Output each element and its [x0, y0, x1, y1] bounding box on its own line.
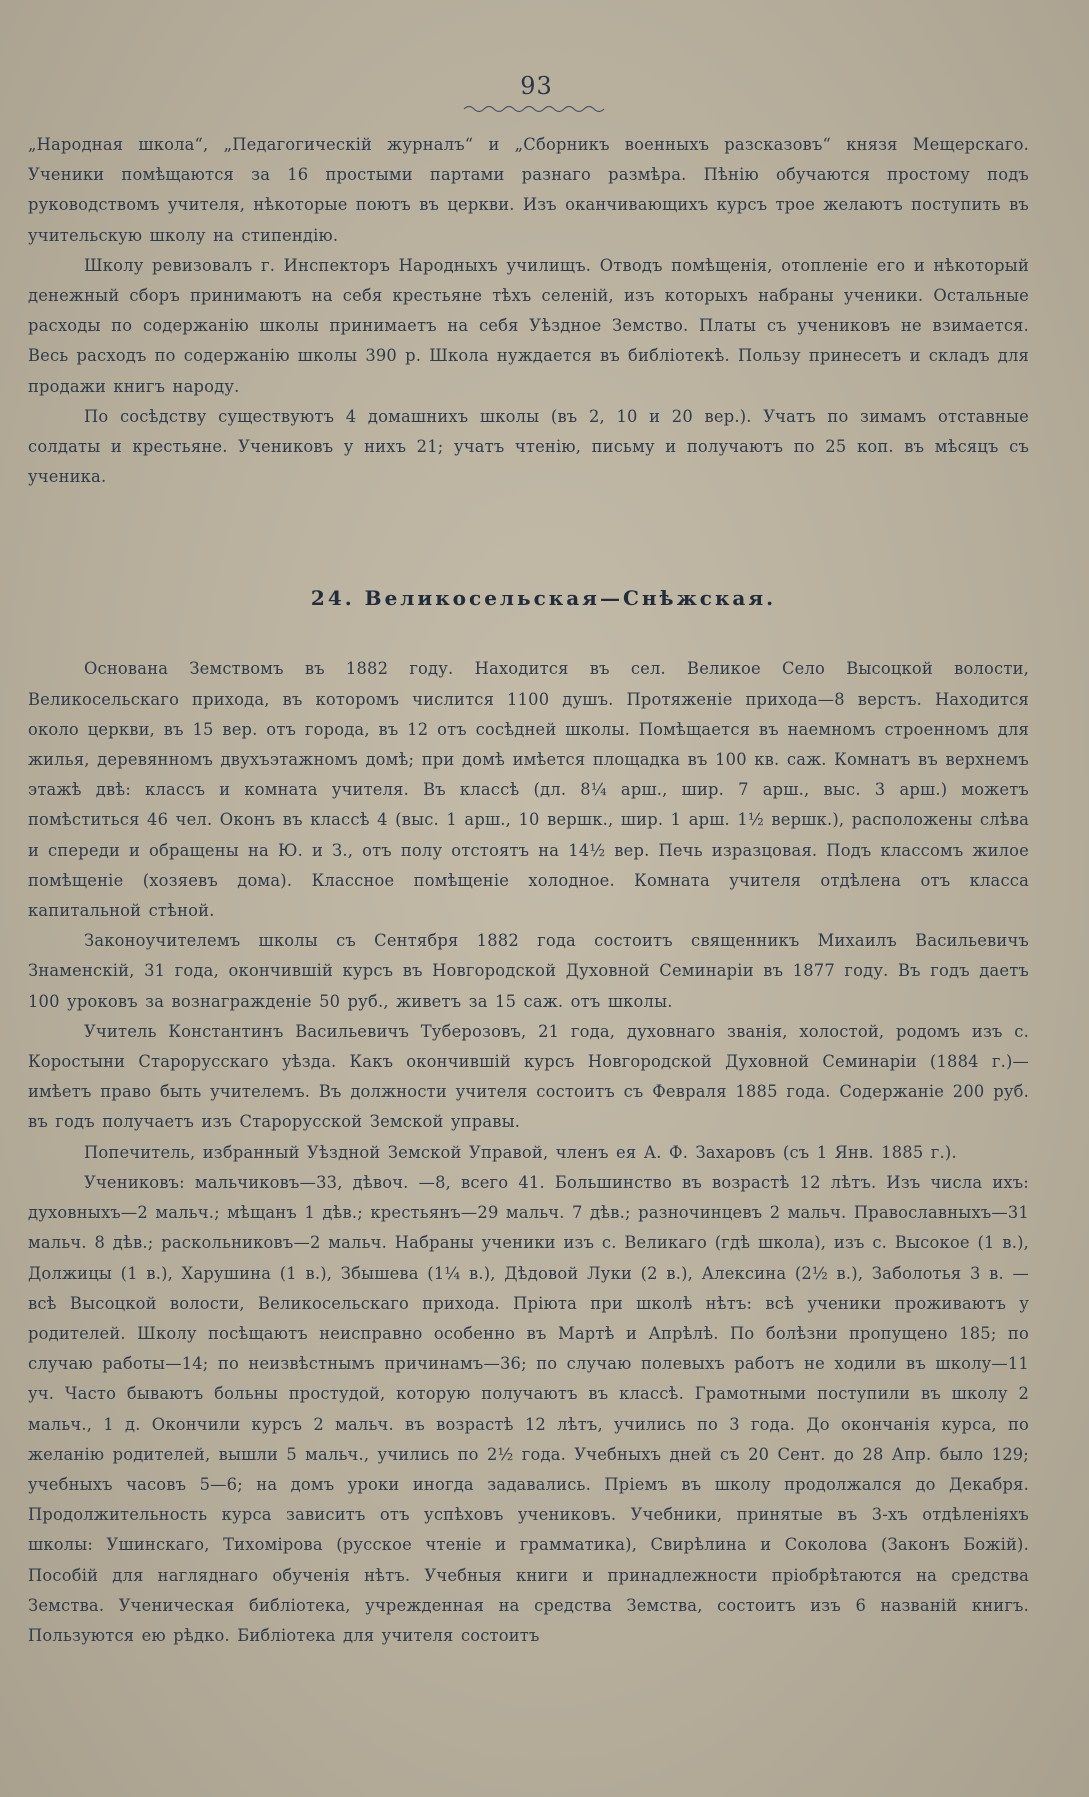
wavy-ornament [44, 100, 1029, 114]
paragraph-continuation: „Народная школа“, „Педагогическій журналъ“ и „Сборникъ военныхъ разсказовъ“ князя Мещерскаго. Ученики помѣщаются за 16 простыми партами разнаго размѣра. Пѣнію обучаются простому подъ руководствомъ учителя, нѣкоторые поютъ въ церкви. Изъ оканчивающихъ курсъ трое желаютъ поступить въ учительскую школу на стипендію. [28, 135, 1029, 245]
paragraph-law-teacher: Законоучителемъ школы съ Сентября 1882 года состоитъ священникъ Михаилъ Васильевичъ Знаменскій, 31 года, окончившій курсъ въ Новгородской Духовной Семинаріи въ 1877 году. Въ годъ даетъ 100 уроковъ за вознагражденіе 50 руб., живетъ за 15 саж. отъ школы. [28, 931, 1029, 1011]
section-heading: 24. Великосельская—Снѣжская. [310, 586, 777, 611]
paragraph-trustee: Попечитель, избранный Уѣздной Земской Управой, членъ ея А. Ф. Захаровъ (съ 1 Янв. 1885 г.). [84, 1142, 957, 1162]
paragraph-teacher: Учитель Константинъ Васильевичъ Туберозовъ, 21 года, духовнаго званія, холостой, родомъ изъ с. Коростыни Старорусскаго уѣзда. Какъ окончившій курсъ Новгородской Духовной Семинаріи (1884 г.)—имѣетъ право быть учителемъ. Въ должности учителя состоитъ съ Февраля 1885 года. Содержаніе 200 руб. въ годъ получаетъ изъ Старорусской Земской управы. [28, 1021, 1029, 1132]
paragraph-inspection: Школу ревизовалъ г. Инспекторъ Народныхъ училищъ. Отводъ помѣщенія, отопленіе его и нѣкоторый денежный сборъ принимаютъ на себя крестьяне тѣхъ селеній, изъ которыхъ набраны ученики. Остальные расходы по содержанію школы принимаетъ на себя Уѣздное Земство. Платы съ учениковъ не взимается. Весь расходъ по содержанію школы 390 р. Школа нуждается въ библіотекѣ. Пользу принесетъ и складъ для продажи книгъ народу. [28, 255, 1029, 396]
paragraph-home-schools: По сосѣдству существуютъ 4 домашнихъ школы (въ 2, 10 и 20 вер.). Учатъ по зимамъ отставные солдаты и крестьяне. Учениковъ у нихъ 21; учатъ чтенію, письму и получаютъ по 25 коп. въ мѣсяцъ съ ученика. [28, 406, 1029, 487]
paragraph-pupils: Учениковъ: мальчиковъ—33, дѣвоч. —8, всего 41. Большинство въ возрастѣ 12 лѣтъ. Изъ числа ихъ: духовныхъ—2 мальч.; мѣщанъ 1 дѣв.; крестьянъ—29 мальч. 7 дѣв.; разночинцевъ 2 мальч. Православныхъ—31 мальч. 8 дѣв.; раскольниковъ—2 мальч. Набраны ученики изъ с. Великаго (гдѣ школа), изъ с. Высокое (1 в.), Должицы (1 в.), Харушина (1 в.), Збышева (1¼ в.), Дѣдовой Луки (2 в.), Алексина (2½ в.), Заболотья 3 в. —всѣ Высоцкой волости, Великосельскаго прихода. Пріюта при школѣ нѣтъ: всѣ ученики проживаютъ у родителей. Школу посѣщаютъ неисправно особенно въ Мартѣ и Апрѣлѣ. По болѣзни пропущено 185; по случаю работы—14; по неизвѣстнымъ причинамъ—36; по случаю полевыхъ работъ не ходили въ школу—11 уч. Часто бываютъ больны простудой, которую получаютъ въ классѣ. Грамотными поступили въ школу 2 мальч., 1 д. Окончили курсъ 2 мальч. въ возрастѣ 12 лѣтъ, учились по 3 года. До окончанія курса, по желанію родителей, вышли 5 мальч., учились по 2½ года. Учебныхъ дней съ 20 Сент. до 28 Апр. было 129; учебныхъ часовъ 5—6; на домъ уроки иногда задавались. Пріемъ въ школу продолжался до Декабря. Продолжительность курса зависитъ отъ успѣховъ учениковъ. Учебники, принятые въ 3-хъ отдѣленіяхъ школы: Ушинскаго, Тихоміpова (русское чтеніе и грамматика), Свирѣлина и Соколова (Законъ Божій). Пособій для нагляднаго обученія нѣтъ. Учебныя книги и принадлежности пріобрѣтаются на средства Земства. Ученическая библіотека, учрежденная на средства Земства, состоитъ изъ 6 названій книгъ. Пользуются ею рѣдко. Библіотека для учителя состоитъ [28, 1172, 1029, 1645]
paragraph-founding: Основана Земствомъ въ 1882 году. Находится въ сел. Великое Село Высоцкой волости, Великосельскаго прихода, въ которомъ числится 1100 душъ. Протяженіе прихода—8 верстъ. Находится около церкви, въ 15 вер. отъ города, въ 12 отъ сосѣдней школы. Помѣщается въ наемномъ строенномъ для жилья, деревянномъ двухъэтажномъ домѣ; при домѣ имѣется площадка въ 100 кв. саж. Комнатъ въ верхнемъ этажѣ двѣ: классъ и комната учителя. Въ классѣ (дл. 8¼ арш., шир. 7 арш., выс. 3 арш.) можетъ помѣститься 46 чел. Оконъ въ классѣ 4 (выс. 1 арш., 10 вершк., шир. 1 арш. 1½ вершк.), расположены слѣва и спереди и обращены на Ю. и З., отъ полу отстоятъ на 14½ вер. Печь изразцовая. Подъ классомъ жилое помѣщеніе (хозяевъ дома). Классное помѣщеніе холодное. Комната учителя отдѣлена отъ класса капитальной стѣной. [28, 659, 1029, 921]
page-number: 93 [520, 72, 553, 100]
